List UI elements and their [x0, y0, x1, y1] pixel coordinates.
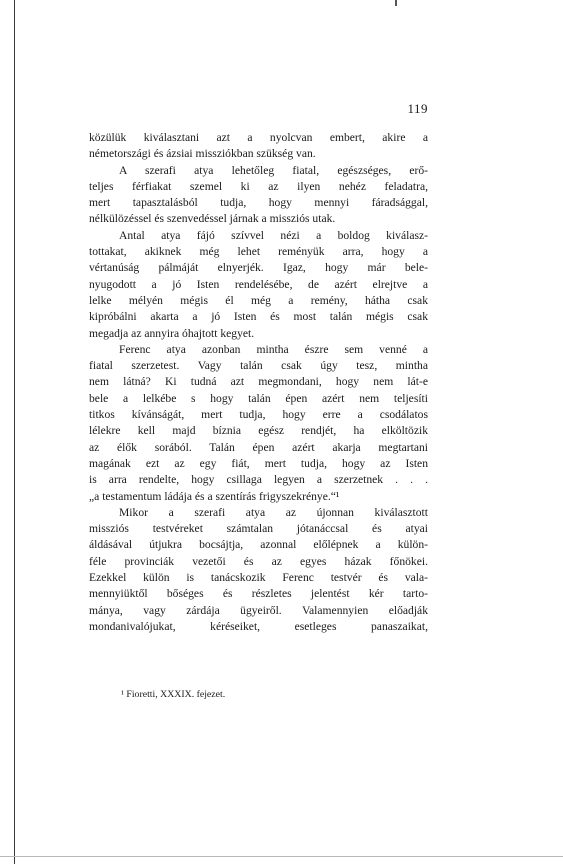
text-line: is arra rendelte, hogy csillaga legyen a szerzetnek . . .: [89, 473, 428, 487]
scan-edge-bottom: [0, 856, 563, 857]
text-line: tottakat, akiknek még lehet reményük arra, hogy a: [89, 245, 428, 259]
text-line: teljes férfiakat szemel ki az ilyen nehéz feladatra,: [89, 179, 428, 193]
text-line: közülük kiválasztani azt a nyolcvan embert, akire a: [89, 131, 428, 144]
text-line: kipróbálni akarta a jó Isten és most talán mégis csak: [89, 310, 428, 324]
text-line: titkos kívánságát, mert tudja, hogy erre a csodálatos: [89, 408, 428, 422]
text-line: nélkülözéssel és szenvedéssel járnak a missziós utak.: [89, 212, 336, 226]
text-line: mondanivalójukat, kéréseiket, esetleges panaszaikat,: [89, 619, 428, 633]
text-line: megadja az annyira óhajtott kegyet.: [89, 326, 255, 340]
text-line: mánya, vagy zárdája ügyeiről. Valamennyien előadják: [89, 603, 428, 617]
text-line: Antal atya fájó szívvel nézi a boldog kiválasz-: [119, 228, 428, 242]
text-line: mert tapasztalásból tudja, hogy mennyi fáradsággal,: [89, 196, 428, 210]
text-line: lélekre kell majd bíznia egész rendjét, ha elköltözik: [89, 424, 428, 438]
text-line: missziós testvéreket számtalan jótanáccsal és atyai: [89, 522, 428, 536]
text-line: németországi és ázsiai missziókban szükség van.: [89, 147, 316, 161]
text-line: Mikor a szerafi atya az újonnan kiválasztott: [119, 505, 428, 519]
scan-edge-left: [14, 0, 15, 864]
page-number: 119: [407, 101, 428, 116]
text-line: nyugodott a jó Isten rendelésébe, de azért elrejtve a: [89, 277, 428, 291]
text-line: vértanúság pálmáját elnyerjék. Igaz, hogy már bele-: [89, 261, 428, 275]
text-line: bele a lelkébe s hogy talán épen azért nem teljesíti: [89, 391, 428, 405]
text-line: magának ezt az egy fiát, mert tudja, hogy az Isten: [89, 456, 428, 470]
text-line: „a testamentum ládája és a szentírás frigyszekrénye.“¹: [89, 489, 340, 503]
text-line: mennyiüktől bőséges és részletes jelentést kér tarto-: [89, 587, 428, 601]
footnote: ¹ Fioretti, XXXIX. fejezet.: [121, 689, 226, 700]
body-text: [89, 130, 428, 635]
scan-mark-top: [395, 0, 397, 6]
text-line: Ezekkel külön is tanácskozik Ferenc testvér és vala-: [89, 571, 428, 585]
text-line: fiatal szerzetest. Vagy talán csak úgy tesz, mintha: [89, 359, 428, 373]
text-line: féle provinciák vezetői és az egyes házak főnökei.: [89, 554, 428, 568]
text-line: áldásával útjukra bocsájtja, azonnal előlépnek a külön-: [89, 538, 428, 552]
text-line: az élők sorából. Talán épen azért akarja megtartani: [89, 440, 428, 454]
text-line: nem látná? Ki tudná azt megmondani, hogy nem lát-e: [89, 375, 428, 389]
text-line: lelke mélyén mégis él még a remény, hátha csak: [89, 293, 428, 307]
text-line: A szerafi atya lehetőleg fiatal, egészséges, erő-: [119, 163, 428, 177]
text-line: Ferenc atya azonban mintha észre sem venné a: [119, 342, 428, 356]
